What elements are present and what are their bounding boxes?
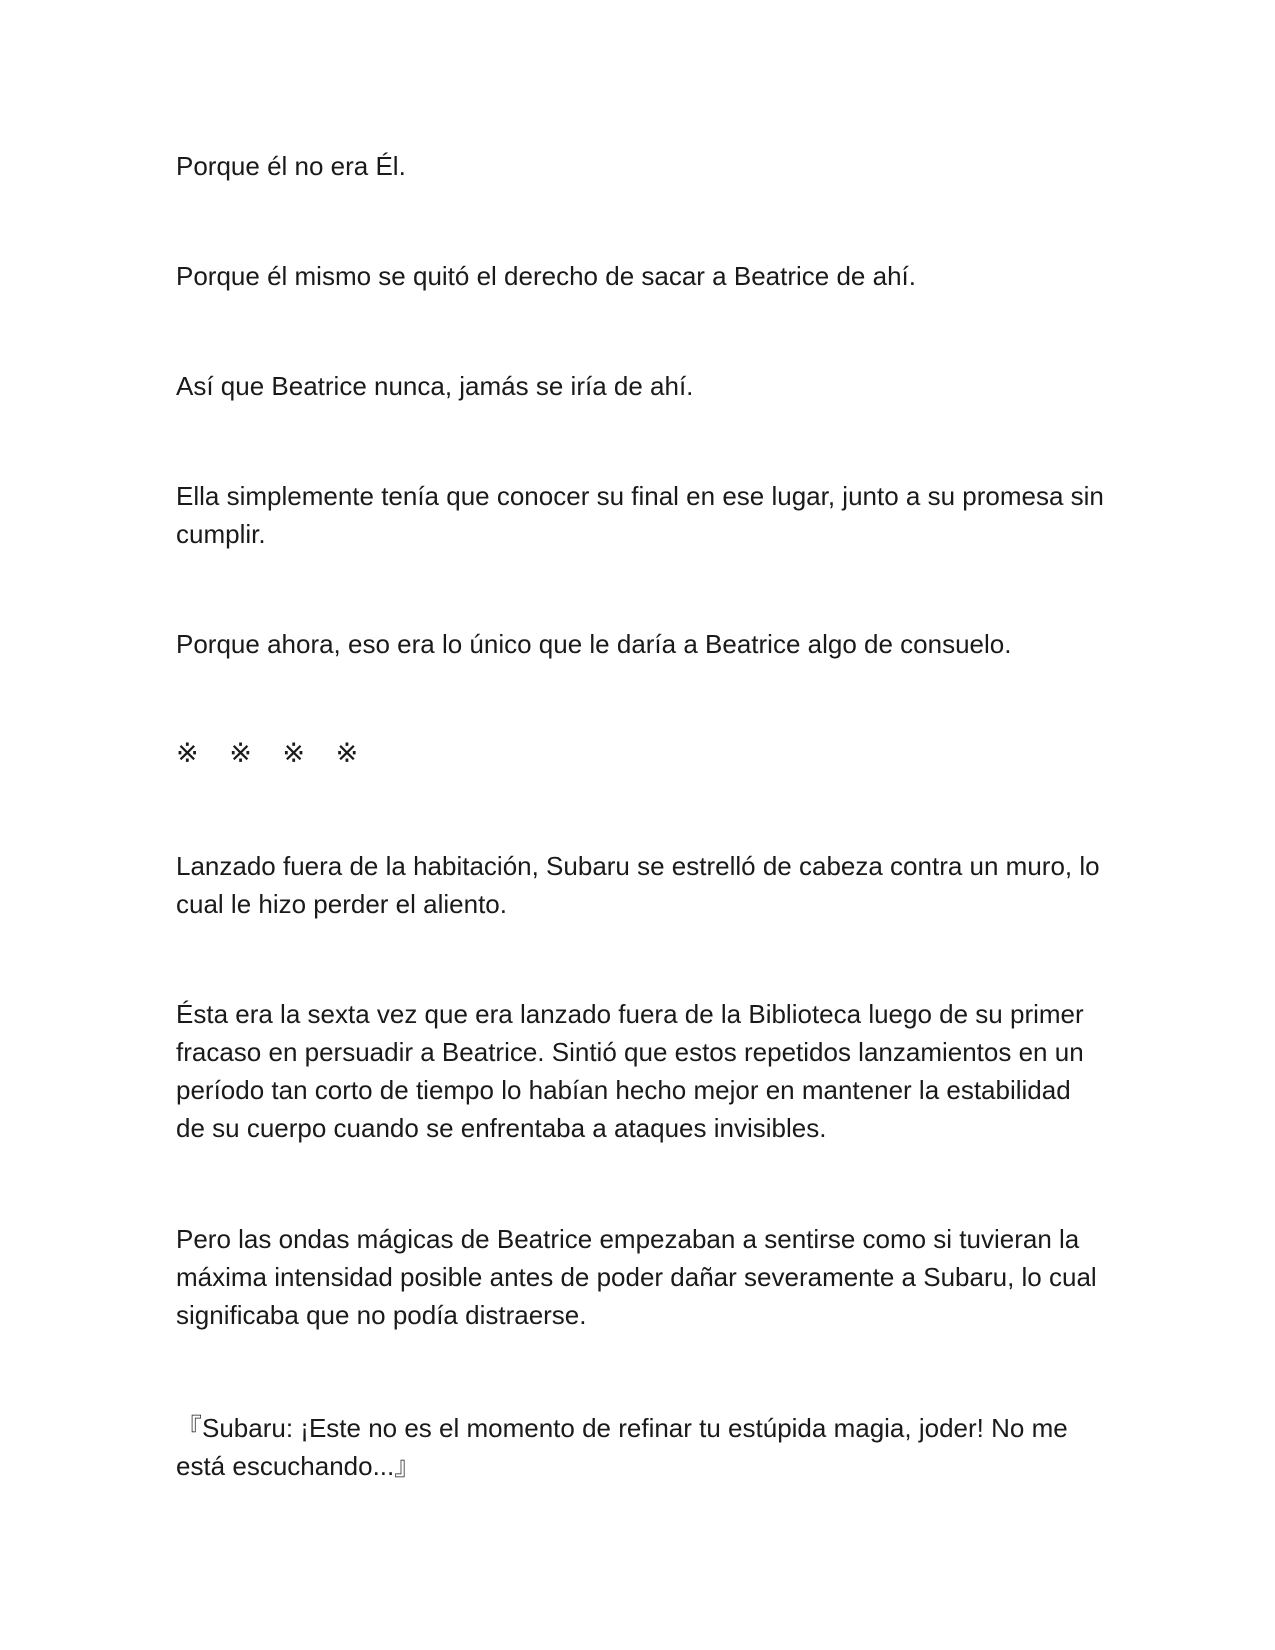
paragraph-7: Ésta era la sexta vez que era lanzado fuera de la Biblioteca luego de su primer fracaso en persuadir a Beatrice. Sintió que estos repetidos lanzamientos en un período tan corto de tiempo lo habían hecho mejor en mantener la estabilidad de su cuerpo cuando se enfrentaba a ataques invisibles. <box>176 999 1084 1143</box>
paragraph-5: Porque ahora, eso era lo único que le daría a Beatrice algo de consuelo. <box>176 629 1012 659</box>
paragraph-8: Pero las ondas mágicas de Beatrice empezaban a sentirse como si tuvieran la máxima intensidad posible antes de poder dañar severamente a Subaru, lo cual significaba que no podía distraerse. <box>176 1224 1097 1330</box>
paragraph-2: Porque él mismo se quitó el derecho de sacar a Beatrice de ahí. <box>176 261 916 291</box>
paragraph-6: Lanzado fuera de la habitación, Subaru se estrelló de cabeza contra un muro, lo cual le hizo perder el aliento. <box>176 851 1100 919</box>
dialogue-paragraph: 『Subaru: ¡Este no es el momento de refinar tu estúpida magia, joder! No me está escuchando...』 <box>176 1413 1068 1481</box>
scene-separator: ※ ※ ※ ※ <box>176 738 361 769</box>
paragraph-1: Porque él no era Él. <box>176 151 406 181</box>
paragraph-4: Ella simplemente tenía que conocer su final en ese lugar, junto a su promesa sin cumplir. <box>176 481 1104 549</box>
paragraph-3: Así que Beatrice nunca, jamás se iría de ahí. <box>176 371 694 401</box>
